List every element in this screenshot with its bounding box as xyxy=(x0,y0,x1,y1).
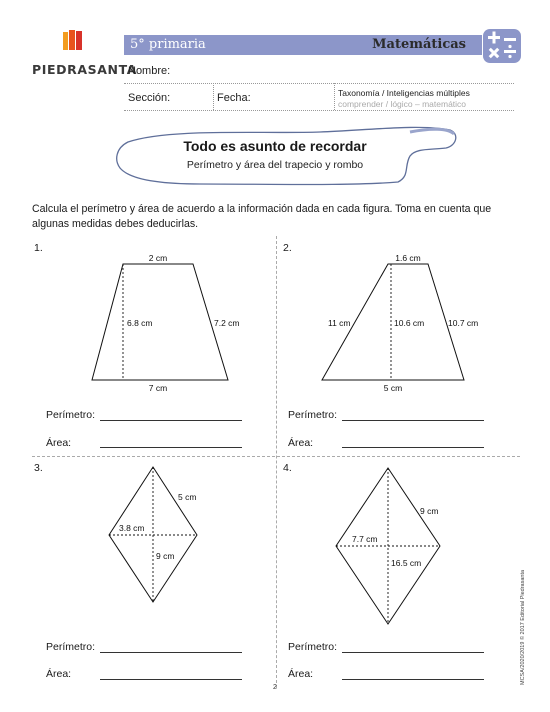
perimeter-answer-line[interactable] xyxy=(100,652,242,653)
exercise-number: 1. xyxy=(34,242,43,254)
field-separator xyxy=(213,83,214,110)
exercise-2-trapezoid xyxy=(316,250,496,395)
date-label: Fecha: xyxy=(217,92,251,104)
worksheet-subtitle: Perímetro y área del trapecio y rombo xyxy=(186,159,364,171)
grade-label: 5° primaria xyxy=(130,37,206,52)
book-logo-icon xyxy=(62,30,86,54)
trapezoid-side-label: 7.2 cm xyxy=(214,318,240,328)
trapezoid-base-label: 7 cm xyxy=(148,383,168,393)
trapezoid-height-label: 10.6 cm xyxy=(394,318,425,328)
exercise-number: 3. xyxy=(34,462,43,474)
section-line xyxy=(124,110,514,111)
title-banner-shape xyxy=(110,120,460,190)
instructions: Calcula el perímetro y área de acuerdo a la información dada en cada figura. Toma en cuenta que algunas medidas debes deducirlas. xyxy=(32,203,492,230)
header-bar xyxy=(124,35,482,55)
perimeter-label: Perímetro: xyxy=(288,641,338,653)
grid-divider-horizontal xyxy=(32,456,520,457)
rhombus-side-label: 5 cm xyxy=(178,492,197,502)
page-number: 2 xyxy=(273,684,277,691)
exercise-1-trapezoid xyxy=(80,250,260,395)
brand-name: PIEDRASANTA xyxy=(32,62,137,77)
rhombus-half-horizontal-label: 7.7 cm xyxy=(352,534,378,544)
trapezoid-height-label: 6.8 cm xyxy=(127,318,153,328)
perimeter-label: Perímetro: xyxy=(46,641,96,653)
perimeter-answer-line[interactable] xyxy=(342,652,484,653)
grid-divider-vertical xyxy=(276,236,277,688)
area-answer-line[interactable] xyxy=(100,679,242,680)
area-label: Área: xyxy=(46,437,72,449)
area-answer-line[interactable] xyxy=(100,447,242,448)
perimeter-label: Perímetro: xyxy=(46,409,96,421)
trapezoid-left-label: 11 cm xyxy=(328,318,351,328)
plus-minus-times-icon xyxy=(482,28,522,64)
exercise-number: 4. xyxy=(283,462,292,474)
section-label: Sección: xyxy=(128,92,171,104)
name-label: Nombre: xyxy=(128,65,171,77)
rhombus-half-vertical-label: 16.5 cm xyxy=(391,558,422,568)
perimeter-answer-line[interactable] xyxy=(100,420,242,421)
field-separator xyxy=(334,83,335,110)
area-label: Área: xyxy=(288,668,314,680)
subject-label: Matemáticas xyxy=(372,37,466,52)
rhombus-side-label: 9 cm xyxy=(420,506,439,516)
rhombus-half-vertical-label: 9 cm xyxy=(156,551,175,561)
area-answer-line[interactable] xyxy=(342,679,484,680)
worksheet-title: Todo es asunto de recordar xyxy=(183,138,367,154)
name-line xyxy=(124,83,514,84)
exercise-4-rhombus xyxy=(330,462,460,632)
piedrasanta-logo xyxy=(28,28,137,78)
taxonomy-detail: comprender / lógico – matemático xyxy=(338,99,467,109)
taxonomy-label: Taxonomía / Inteligencias múltiples xyxy=(338,88,470,98)
area-answer-line[interactable] xyxy=(342,447,484,448)
trapezoid-top-label: 2 cm xyxy=(148,253,168,263)
exercise-3-rhombus xyxy=(100,462,220,607)
exercise-number: 2. xyxy=(283,242,292,254)
trapezoid-base-label: 5 cm xyxy=(383,383,403,393)
trapezoid-right-label: 10.7 cm xyxy=(448,318,479,328)
area-label: Área: xyxy=(288,437,314,449)
area-label: Área: xyxy=(46,668,72,680)
rhombus-half-horizontal-label: 3.8 cm xyxy=(119,523,145,533)
copyright-note: MCSA/2020/2019 © 2017 Editorial Piedrasanta xyxy=(520,569,526,685)
perimeter-answer-line[interactable] xyxy=(342,420,484,421)
trapezoid-top-label: 1.6 cm xyxy=(395,253,421,263)
perimeter-label: Perímetro: xyxy=(288,409,338,421)
